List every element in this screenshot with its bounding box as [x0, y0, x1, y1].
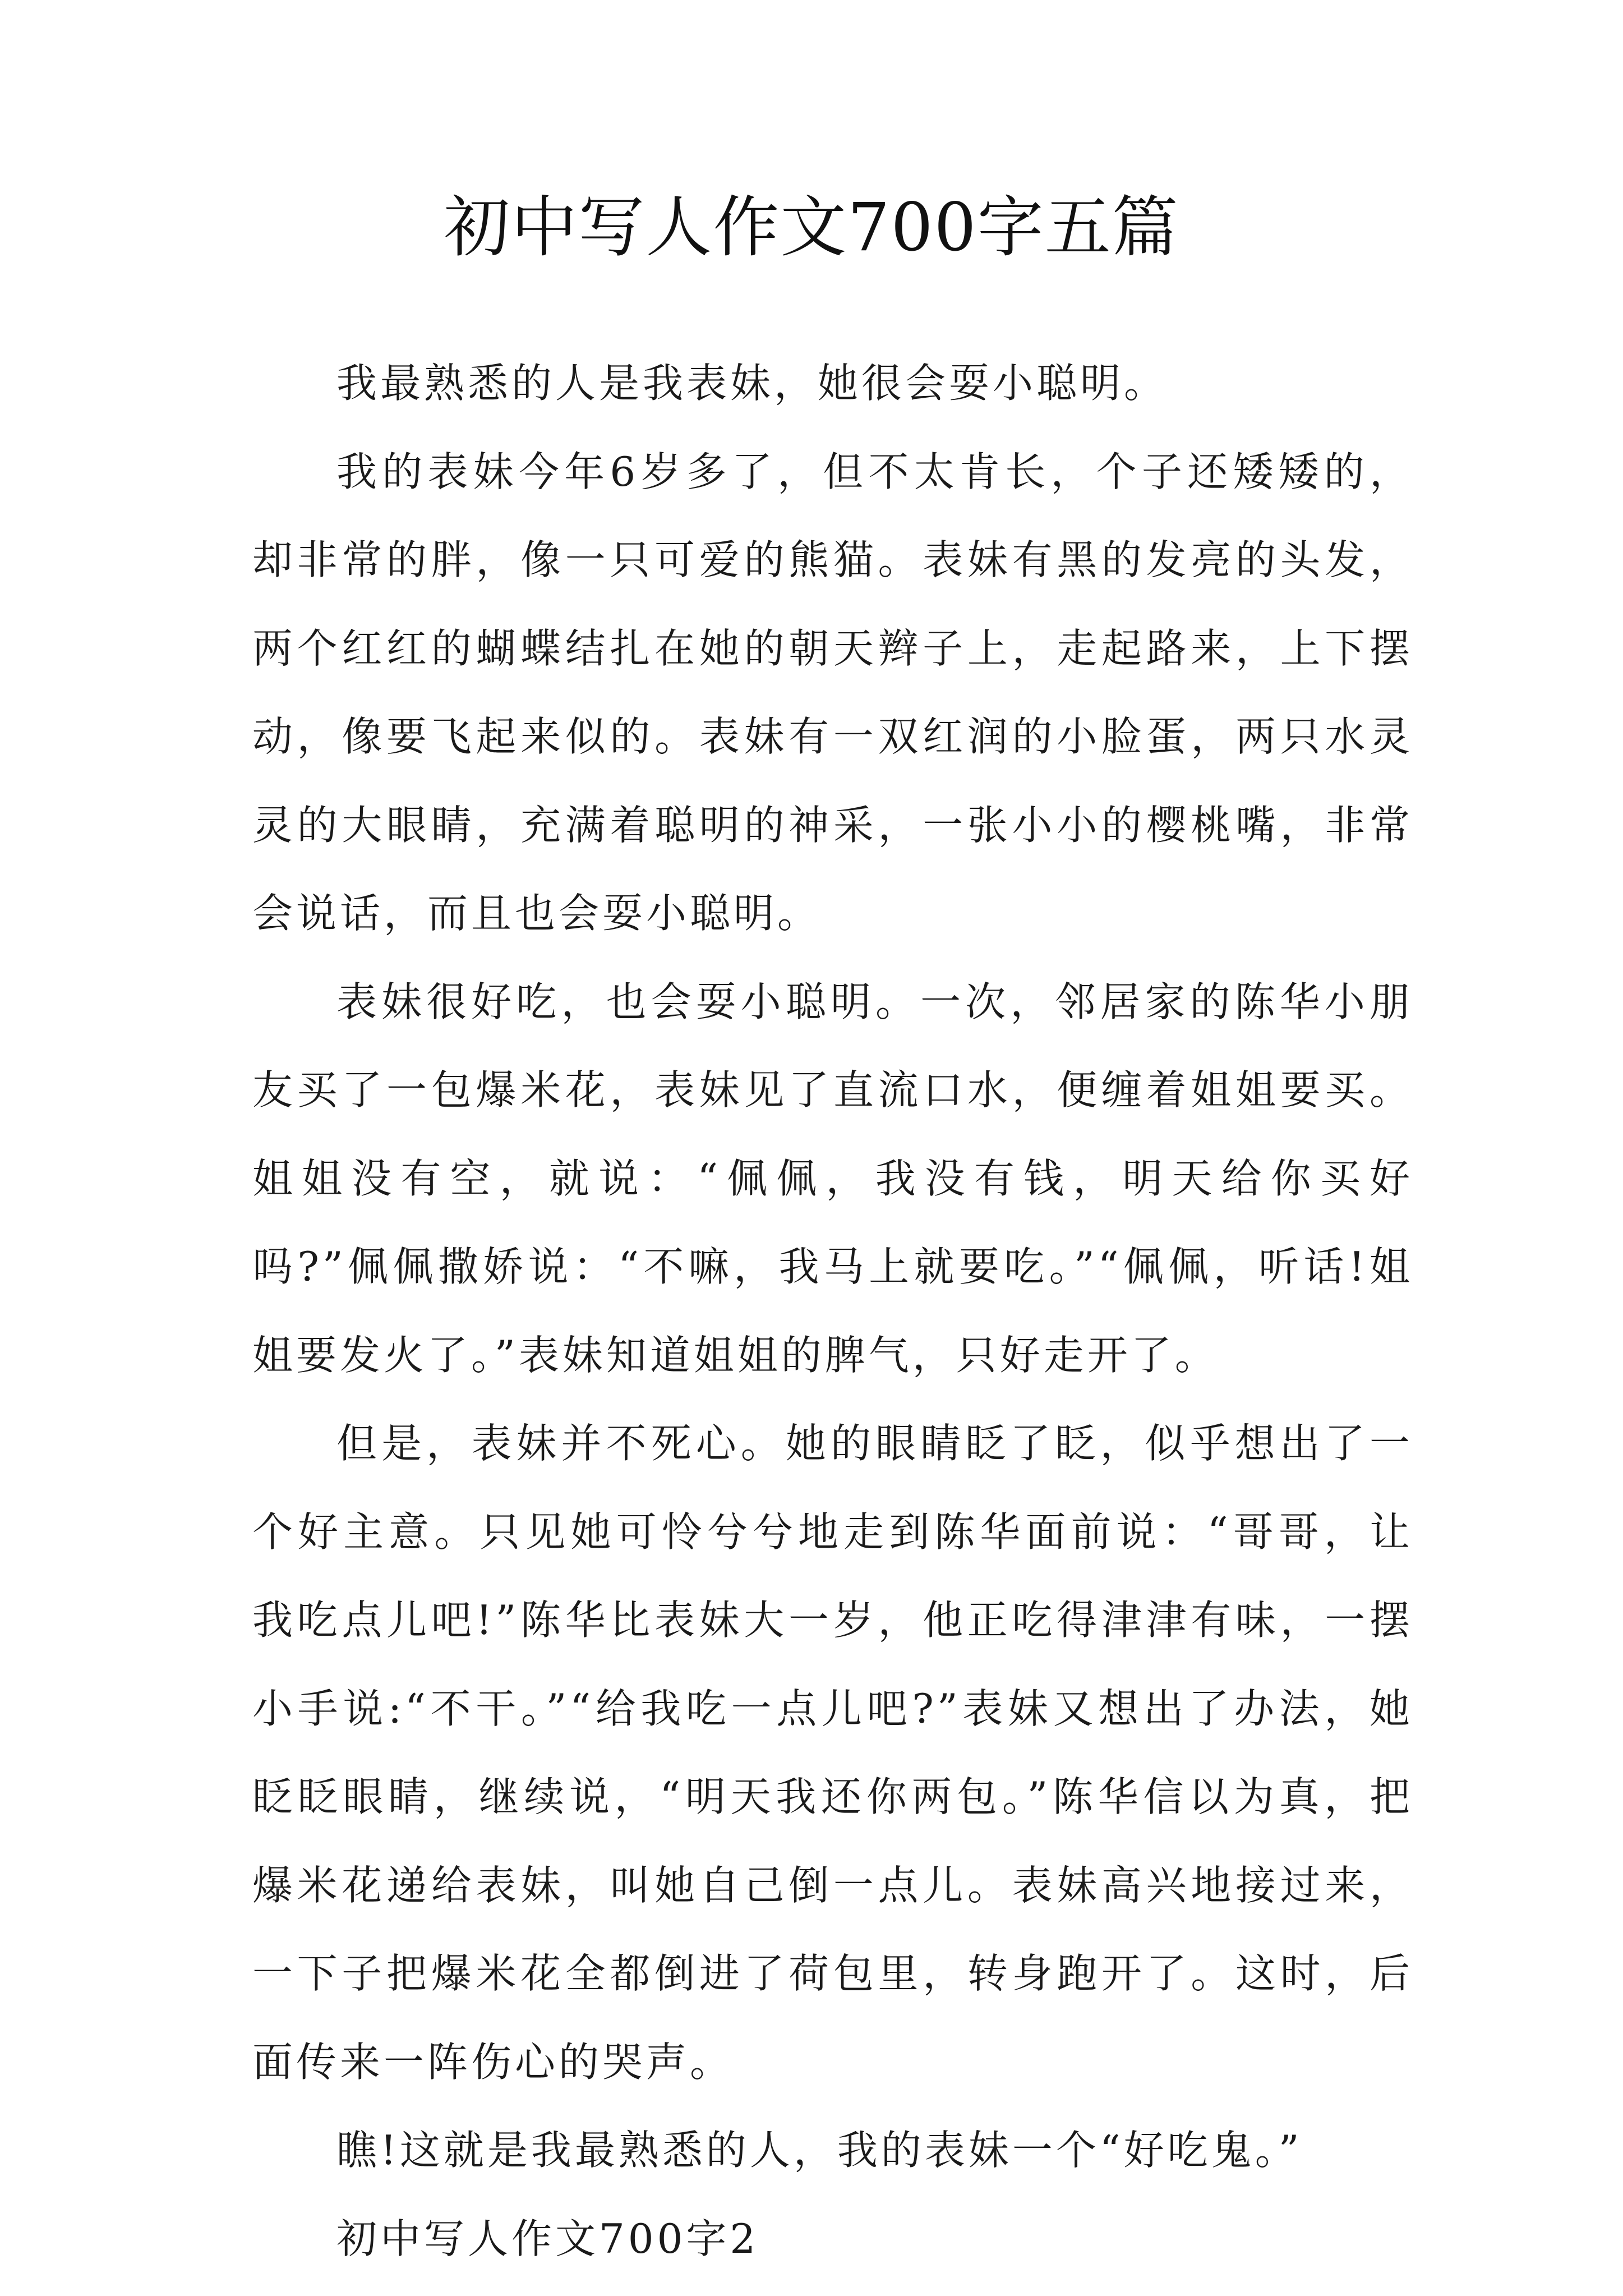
paragraph: 但是，表妹并不死心。她的眼睛眨了眨，似乎想出了一个好主意。只见她可怜兮兮地走到陈华面前说：“哥哥，让我吃点儿吧!”陈华比表妹大一岁，他正吃得津津有味，一摆小手说:“不干。”“给我吃一点儿吧?”表妹又想出了办法，她眨眨眼睛，继续说，“明天我还你两包。”陈华信以为真，把爆米花递给表妹，叫她自己倒一点儿。表妹高兴地接过来，一下子把爆米花全都倒进了荷包里，转身跑开了。这时，后面传来一阵伤心的哭声。 — [252, 1420, 1413, 2086]
document-title: 初中写人作文700字五篇 — [444, 188, 1179, 266]
document-body — [252, 339, 1413, 2283]
paragraph: 我的表妹今年6岁多了，但不太肯长，个子还矮矮的，却非常的胖，像一只可爱的熊猫。表妹有黑的发亮的头发，两个红红的蝴蝶结扎在她的朝天辫子上，走起路来，上下摆动，像要飞起来似的。表妹有一双红润的小脸蛋，两只水灵灵的大眼睛，充满着聪明的神采，一张小小的樱桃嘴，非常会说话，而且也会耍小聪明。 — [252, 448, 1413, 937]
paragraph: 我最熟悉的人是我表妹，她很会耍小聪明。 — [336, 360, 1168, 407]
paragraph: 表妹很好吃，也会耍小聪明。一次，邻居家的陈华小朋友买了一包爆米花，表妹见了直流口水，便缠着姐姐要买。姐姐没有空，就说：“佩佩，我没有钱，明天给你买好吗?”佩佩撒娇说：“不嘛，我马上就要吃。”“佩佩，听话!姐姐要发火了。”表妹知道姐姐的脾气，只好走开了。 — [252, 978, 1413, 1379]
section-heading: 初中写人作文700字2 — [336, 2215, 759, 2262]
paragraph: 瞧!这就是我最熟悉的人，我的表妹一个“好吃鬼。” — [336, 2127, 1303, 2174]
